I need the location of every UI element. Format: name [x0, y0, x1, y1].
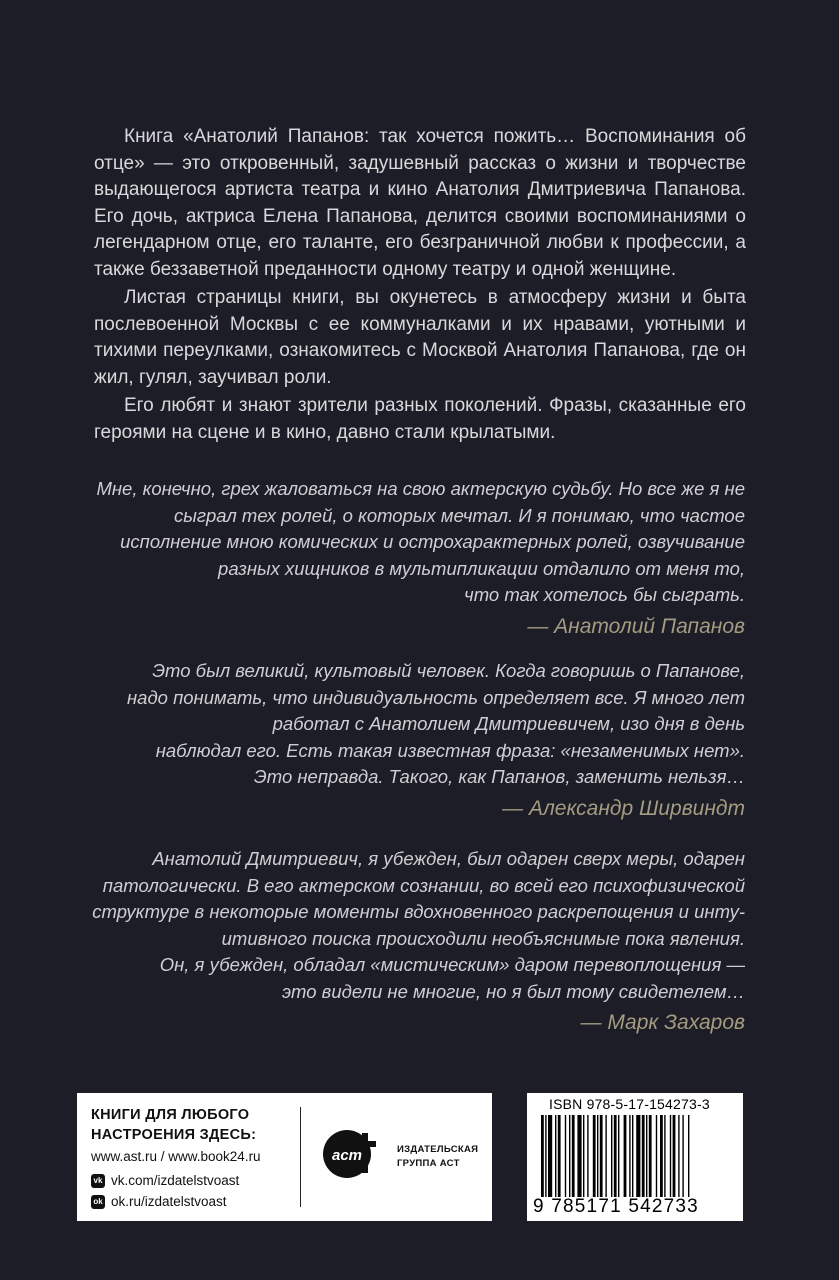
quote-line: Мне, конечно, грех жаловаться на свою актерскую судьбу. Но все же я не — [96, 478, 745, 499]
publisher-promo-box — [77, 1093, 492, 1221]
quote-line: Это был великий, культовый человек. Когда говоришь о Папанове, — [152, 660, 745, 681]
quote-line: Это неправда. Такого, как Папанов, заменить нельзя… — [253, 766, 745, 787]
barcode-bar — [565, 1115, 566, 1197]
ok-icon: ok — [91, 1195, 105, 1209]
barcode-bar — [670, 1115, 671, 1197]
quote-line: исполнение мною комических и острохарактерных ролей, озвучивание — [120, 531, 745, 552]
barcode-digits: 9 785171 542733 — [533, 1196, 699, 1217]
quote-text — [65, 846, 745, 1005]
ast-logo-text: аст — [331, 1147, 363, 1164]
publisher-name-line: ГРУППА АСТ — [397, 1158, 460, 1169]
quote-line: Анатолий Дмитриевич, я убежден, был одарен сверх меры, одарен — [152, 848, 745, 869]
barcode-bar — [646, 1115, 647, 1197]
barcode-bar — [600, 1115, 603, 1197]
promo-heading-line: КНИГИ ДЛЯ ЛЮБОГО — [91, 1107, 250, 1123]
barcode-bar — [649, 1115, 652, 1197]
quote-author: — Марк Захаров — [580, 1011, 745, 1034]
intro-paragraph: Книга «Анатолий Папанов: так хочется пожить… Воспоминания об отце» — это откровенный, задушевный рассказ о жизни и творчестве выдающегося артиста театра и кино Анатолия Дмитриевича Папанова. Его дочь, актриса Елена Папанова, делится своими воспоминаниями о легендарном отце, его таланте, его безграничной любви к профессии, а также беззаветной преданности одному театру и одной женщине. — [94, 126, 746, 280]
barcode-bar — [541, 1115, 544, 1197]
ast-logo — [322, 1129, 388, 1179]
barcode-bar — [558, 1115, 561, 1197]
quote-line: что так хотелось бы сыграть. — [464, 584, 745, 605]
quote-zakharov — [65, 846, 745, 1035]
publisher-name — [397, 1143, 478, 1171]
barcode-bar — [611, 1115, 612, 1197]
isbn-number: ISBN 978-5-17-154273-3 — [549, 1096, 710, 1112]
barcode-bar — [629, 1115, 630, 1197]
annotation-text — [94, 124, 746, 448]
vk-link-text: vk.com/izdatelstvoast — [111, 1173, 240, 1188]
isbn-barcode — [527, 1093, 743, 1221]
barcode-bar — [572, 1115, 575, 1197]
quote-papanov — [65, 476, 745, 639]
ok-link[interactable] — [91, 1194, 227, 1209]
quote-line: наблюдал его. Есть такая известная фраза: «незаменимых нет». — [155, 739, 745, 761]
barcode-bar — [682, 1115, 683, 1197]
barcode-bar — [583, 1115, 584, 1197]
quote-line: Он, я убежден, обладал «мистическим» даром перевоплощения — — [159, 954, 745, 975]
barcode-bar — [642, 1115, 645, 1197]
barcode-bar — [688, 1115, 689, 1197]
intro-paragraph: Листая страницы книги, вы окунетесь в атмосферу жизни и быта послевоенной Москвы с ее коммуналками и их нравами, уютными и тихими переулками, ознакомитесь с Москвой Анатолия Папанова, где он жил, гулял, заучивал роли. — [94, 287, 746, 388]
website-links[interactable]: www.ast.ru / www.book24.ru — [91, 1149, 261, 1164]
barcode-bar — [587, 1115, 588, 1197]
barcode-bar — [593, 1115, 596, 1197]
publisher-name-line: ИЗДАТЕЛЬСКАЯ — [397, 1144, 479, 1155]
quote-line: сыграл тех ролей, о которых мечтал. И я понимаю, что частое — [173, 504, 745, 526]
quote-line: структуре в некоторые моменты вдохновенного раскрепощения и инту- — [92, 901, 745, 922]
promo-heading — [91, 1106, 291, 1145]
barcode-bar — [569, 1115, 570, 1197]
vk-icon: vk — [91, 1174, 105, 1188]
barcode-bar — [624, 1115, 627, 1197]
quote-line: это видели не многие, но я был тому свидетелем… — [281, 980, 745, 1002]
quote-line: патологически. В его актерском сознании, во всей его психофизической — [102, 874, 745, 896]
ok-link-text: ok.ru/izdatelstvoast — [111, 1194, 227, 1209]
promo-heading-line: НАСТРОЕНИЯ ЗДЕСЬ: — [91, 1126, 257, 1143]
intro-paragraph: Его любят и знают зрители разных поколений. Фразы, сказанные его героями на сцене и в кино, давно стали крылатыми. — [94, 395, 746, 443]
barcode-bar — [618, 1115, 619, 1197]
quote-shirvindt — [65, 658, 745, 821]
barcode-bar — [605, 1115, 606, 1197]
quote-text — [65, 658, 745, 791]
quote-text — [65, 476, 745, 609]
quote-author: — Александр Ширвиндт — [502, 796, 745, 820]
quote-line: итивного поиска происходили необъяснимые пока явления. — [221, 927, 745, 949]
barcode-bar — [678, 1115, 679, 1197]
barcode-bar — [673, 1115, 676, 1197]
barcode-bar — [597, 1115, 598, 1197]
barcode-bar — [555, 1115, 556, 1197]
quote-line: надо понимать, что индивидуальность определяет все. Я много лет — [126, 686, 745, 708]
barcode-bar — [636, 1115, 640, 1197]
barcode-bar — [632, 1115, 633, 1197]
quote-line: работал с Анатолием Дмитриевичем, изо дня в день — [272, 713, 745, 734]
barcode-bar — [660, 1115, 663, 1197]
barcode-bar — [548, 1115, 552, 1197]
promo-divider — [300, 1107, 301, 1207]
barcode-bar — [614, 1115, 617, 1197]
barcode-bar — [656, 1115, 657, 1197]
vk-link[interactable] — [91, 1173, 239, 1188]
barcode-bar — [577, 1115, 581, 1197]
barcode-bar — [545, 1115, 546, 1197]
barcode-bar — [664, 1115, 665, 1197]
quote-line: разных хищников в мультипликации отдалило от меня то, — [218, 557, 745, 579]
quote-author: — Анатолий Папанов — [527, 614, 745, 638]
